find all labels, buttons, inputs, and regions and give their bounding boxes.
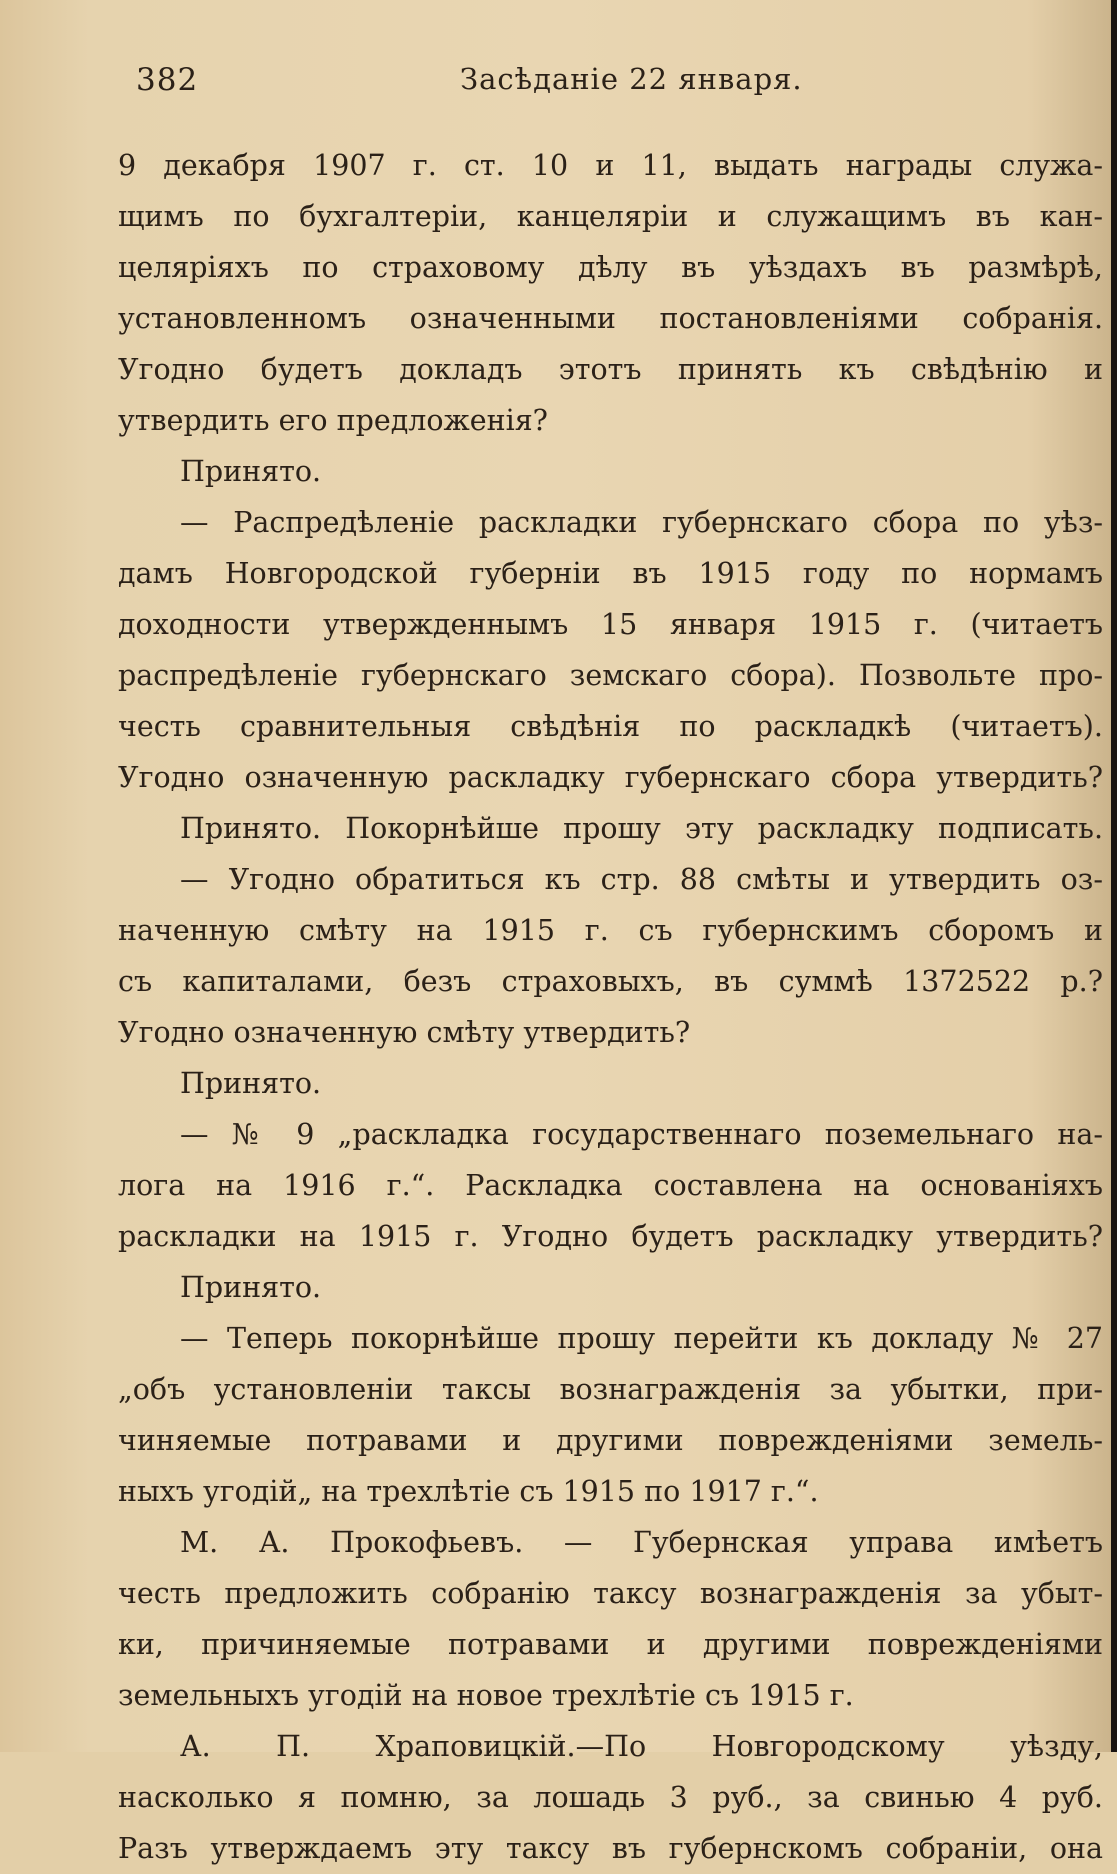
page-edge-shadow [1111,0,1117,1752]
text-line: Принято. [180,1271,322,1304]
text-line: щимъ по бухгалтеріи, канцеляріи и служащимъ въ кан- [118,200,1103,233]
text-line: М. А. Прокофьевъ. — Губернская управа имѣетъ [180,1526,1103,1559]
text-line: 9 декабря 1907 г. ст. 10 и 11, выдать награды служа- [118,149,1103,182]
text-line: Угодно будетъ докладъ этотъ принять къ свѣдѣнію и [118,353,1103,386]
text-line: Принято. Покорнѣйше прошу эту раскладку подписать. [180,812,1103,845]
text-line: распредѣленіе губернскаго земскаго сбора). Позвольте про- [118,659,1103,692]
page-number: 382 [136,62,199,98]
text-line: Угодно означенную смѣту утвердить? [118,1016,691,1049]
text-line: наченную смѣту на 1915 г. съ губернскимъ сборомъ и [118,914,1103,947]
text-line: Разъ утверждаемъ эту таксу въ губернскомъ собраніи, она [118,1832,1103,1865]
text-line: А. П. Храповицкій.—По Новгородскому уѣзду, [180,1730,1103,1763]
page-header [120,62,1080,112]
text-line: насколько я помню, за лошадь 3 руб., за свинью 4 руб. [118,1781,1103,1814]
text-line: утвердить его предложенія? [118,404,548,437]
text-line: — Теперь покорнѣйше прошу перейти къ докладу № 27 [180,1322,1103,1355]
text-line: Принято. [180,1067,322,1100]
text-line: целяріяхъ по страховому дѣлу въ уѣздахъ въ размѣрѣ, [118,251,1103,284]
text-line: — № 9 „раскладка государственнаго поземельнаго на- [180,1118,1103,1151]
text-line: земельныхъ угодій на новое трехлѣтіе съ 1915 г. [118,1679,854,1712]
text-line: — Угодно обратиться къ стр. 88 смѣты и утвердить оз- [180,863,1103,896]
text-line: дамъ Новгородской губерніи въ 1915 году по нормамъ [118,557,1103,590]
running-title: Засѣданіе 22 января. [460,62,803,96]
text-line: ныхъ угодій„ на трехлѣтіе съ 1915 по 1917 г.“. [118,1475,819,1508]
text-line: Принято. [180,455,322,488]
text-line: честь предложить собранію таксу вознагражденія за убыт- [118,1577,1103,1610]
text-line: ки, причиняемые потравами и другими поврежденіями [118,1628,1103,1661]
text-line: „объ установленіи таксы вознагражденія за убытки, при- [118,1373,1103,1406]
text-line: лога на 1916 г.“. Раскладка составлена на основаніяхъ [118,1169,1103,1202]
text-line: — Распредѣленіе раскладки губернскаго сбора по уѣз- [180,506,1103,539]
body-text [118,140,1103,1874]
text-line: установленномъ означенными постановленіями собранія. [118,302,1103,335]
text-line: съ капиталами, безъ страховыхъ, въ суммѣ 1372522 р.? [118,965,1103,998]
text-line: честь сравнительныя свѣдѣнія по раскладкѣ (читаетъ). [118,710,1103,743]
text-line: раскладки на 1915 г. Угодно будетъ раскладку утвердить? [118,1220,1103,1253]
text-line: чиняемые потравами и другими поврежденіями земель- [118,1424,1103,1457]
text-line: доходности утвержденнымъ 15 января 1915 г. (читаетъ [118,608,1103,641]
text-line: Угодно означенную раскладку губернскаго сбора утвердить? [118,761,1103,794]
